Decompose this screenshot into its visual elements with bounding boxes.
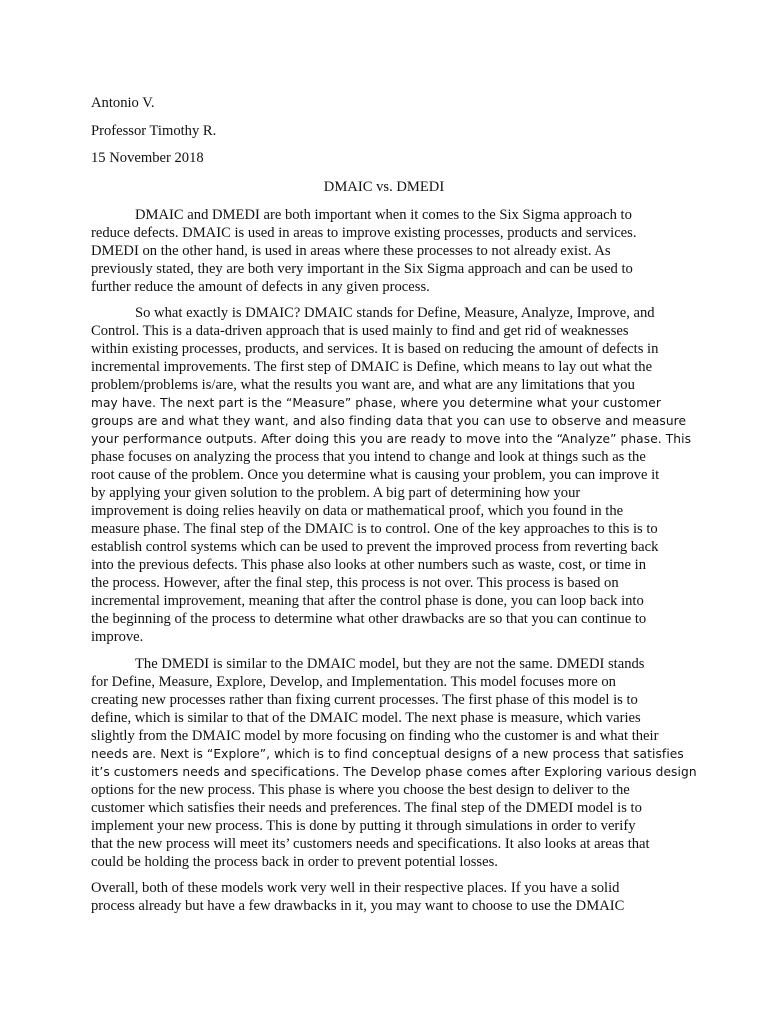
text-line: establish control systems which can be used to prevent the improved process from reverting back	[91, 539, 659, 555]
text-line: the process. However, after the final step, this process is not over. This process is based on	[91, 575, 619, 591]
text-line: the beginning of the process to determine what other drawbacks are so that you can continue to	[91, 611, 647, 627]
professor-name: Professor Timothy R.	[91, 123, 217, 139]
text-line: by applying your given solution to the problem. A big part of determining how your	[91, 485, 581, 501]
text-line: into the previous defects. This phase also looks at other numbers such as waste, cost, or time in	[91, 557, 646, 573]
text-line: customer which satisfies their needs and preferences. The final step of the DMEDI model is to	[91, 800, 642, 816]
text-line: So what exactly is DMAIC? DMAIC stands for Define, Measure, Analyze, Improve, and	[135, 305, 655, 321]
text-line: slightly from the DMAIC model by more focusing on finding who the customer is and what their	[91, 728, 659, 744]
text-line: options for the new process. This phase is where you choose the best design to deliver to the	[91, 782, 630, 798]
text-line: measure phase. The final step of the DMAIC is to control. One of the key approaches to this is to	[91, 521, 658, 537]
text-line: previously stated, they are both very important in the Six Sigma approach and can be used to	[91, 261, 633, 277]
text-line: your performance outputs. After doing this you are ready to move into the “Analyze” phase. This	[91, 432, 692, 446]
text-line: further reduce the amount of defects in any given process.	[91, 279, 430, 295]
text-line: implement your new process. This is done by putting it through simulations in order to verify	[91, 818, 636, 834]
text-line: incremental improvements. The first step of DMAIC is Define, which means to lay out what the	[91, 359, 653, 375]
text-line: root cause of the problem. Once you determine what is causing your problem, you can improve it	[91, 467, 660, 483]
text-line: process already but have a few drawbacks in it, you may want to choose to use the DMAIC	[91, 898, 625, 914]
text-line: problem/problems is/are, what the results you want are, and what are any limitations that you	[91, 377, 635, 393]
text-line: DMAIC and DMEDI are both important when it comes to the Six Sigma approach to	[135, 207, 632, 223]
text-line: within existing processes, products, and services. It is based on reducing the amount of defects in	[91, 341, 659, 357]
text-line: Overall, both of these models work very well in their respective places. If you have a solid	[91, 880, 620, 896]
paragraph-conclusion	[91, 879, 682, 915]
text-line: Control. This is a data-driven approach that is used mainly to find and get rid of weaknesses	[91, 323, 629, 339]
text-line: could be holding the process back in order to prevent potential losses.	[91, 854, 498, 870]
text-line: DMEDI on the other hand, is used in areas where these processes to not already exist. As	[91, 243, 611, 259]
text-line: that the new process will meet its’ customers needs and specifications. It also looks at areas that	[91, 836, 650, 852]
document-title: DMAIC vs. DMEDI	[323, 179, 445, 195]
student-name: Antonio V.	[91, 95, 155, 111]
text-line: improve.	[91, 629, 144, 645]
paragraph-intro	[91, 206, 682, 296]
paragraph-dmaic	[91, 304, 692, 646]
text-line: reduce defects. DMAIC is used in areas to improve existing processes, products and services.	[91, 225, 637, 241]
text-line: creating new processes rather than fixing current processes. The first phase of this model is to	[91, 692, 638, 708]
text-line: it’s customers needs and specifications. The Develop phase comes after Exploring various design	[91, 765, 697, 779]
document-date: 15 November 2018	[91, 150, 204, 166]
text-line: improvement is doing relies heavily on data or mathematical proof, which you found in the	[91, 503, 624, 519]
text-line: groups are and what they want, and also finding data that you can use to observe and measure	[91, 414, 687, 428]
text-line: phase focuses on analyzing the process that you intend to change and look at things such as the	[91, 449, 646, 465]
text-line: needs are. Next is “Explore”, which is to find conceptual designs of a new process that satisfies	[91, 747, 684, 761]
text-line: The DMEDI is similar to the DMAIC model, but they are not the same. DMEDI stands	[135, 656, 645, 672]
text-line: incremental improvement, meaning that after the control phase is done, you can loop back into	[91, 593, 644, 609]
text-line: define, which is similar to that of the DMAIC model. The next phase is measure, which varies	[91, 710, 641, 726]
text-line: may have. The next part is the “Measure” phase, where you determine what your customer	[91, 396, 661, 410]
paragraph-dmedi	[91, 655, 697, 871]
text-line: for Define, Measure, Explore, Develop, and Implementation. This model focuses more on	[91, 674, 616, 690]
